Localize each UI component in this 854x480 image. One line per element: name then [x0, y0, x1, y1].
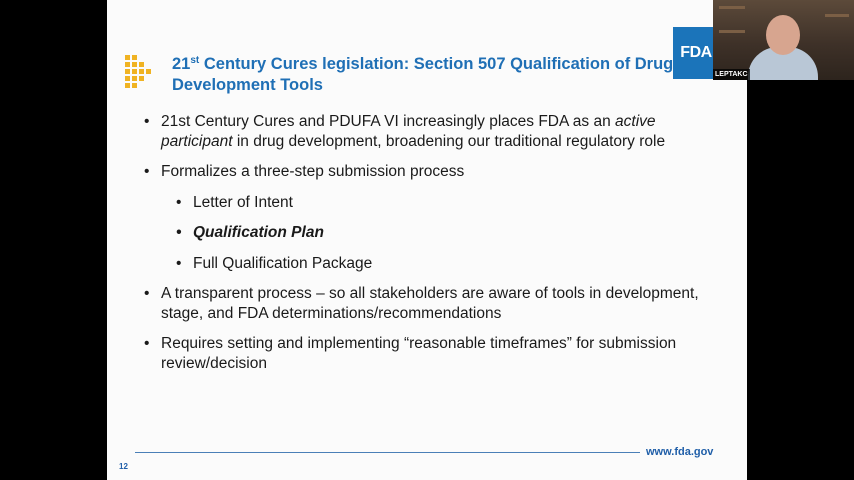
bookshelf — [719, 30, 745, 33]
sub-bullet-item: • Full Qualification Package — [144, 254, 704, 274]
sub-bullet-item: • Qualification Plan — [144, 223, 704, 243]
page-number: 12 — [119, 462, 128, 471]
footer-url: www.fda.gov — [646, 446, 714, 458]
bullet-item: • Requires setting and implementing “reasonable timeframes” for submission review/decision — [144, 334, 704, 373]
footer-divider — [135, 452, 640, 453]
bullet-item: • A transparent process – so all stakeholders are aware of tools in development, stage, and FDA determinations/recommendations — [144, 284, 704, 323]
sub-bullet-item: • Letter of Intent — [144, 193, 704, 213]
slide-title: 21st Century Cures legislation: Section 507 Qualification of Drug Development Tools — [172, 55, 674, 94]
bookshelf — [825, 14, 849, 17]
presentation-slide — [107, 0, 747, 480]
hhs-logo-icon — [125, 55, 153, 89]
bookshelf — [719, 6, 745, 9]
slide-body — [144, 112, 704, 384]
bullet-item: • 21st Century Cures and PDUFA VI increasingly places FDA as an active participant in drug development, broadening our traditional regulatory role — [144, 112, 704, 151]
fda-logo: FDA — [673, 27, 719, 79]
participant-head — [766, 15, 800, 55]
webcam-tile[interactable] — [713, 0, 854, 80]
participant-name-label: LEPTAKC — [715, 71, 748, 78]
bullet-item: • Formalizes a three-step submission process — [144, 162, 704, 182]
